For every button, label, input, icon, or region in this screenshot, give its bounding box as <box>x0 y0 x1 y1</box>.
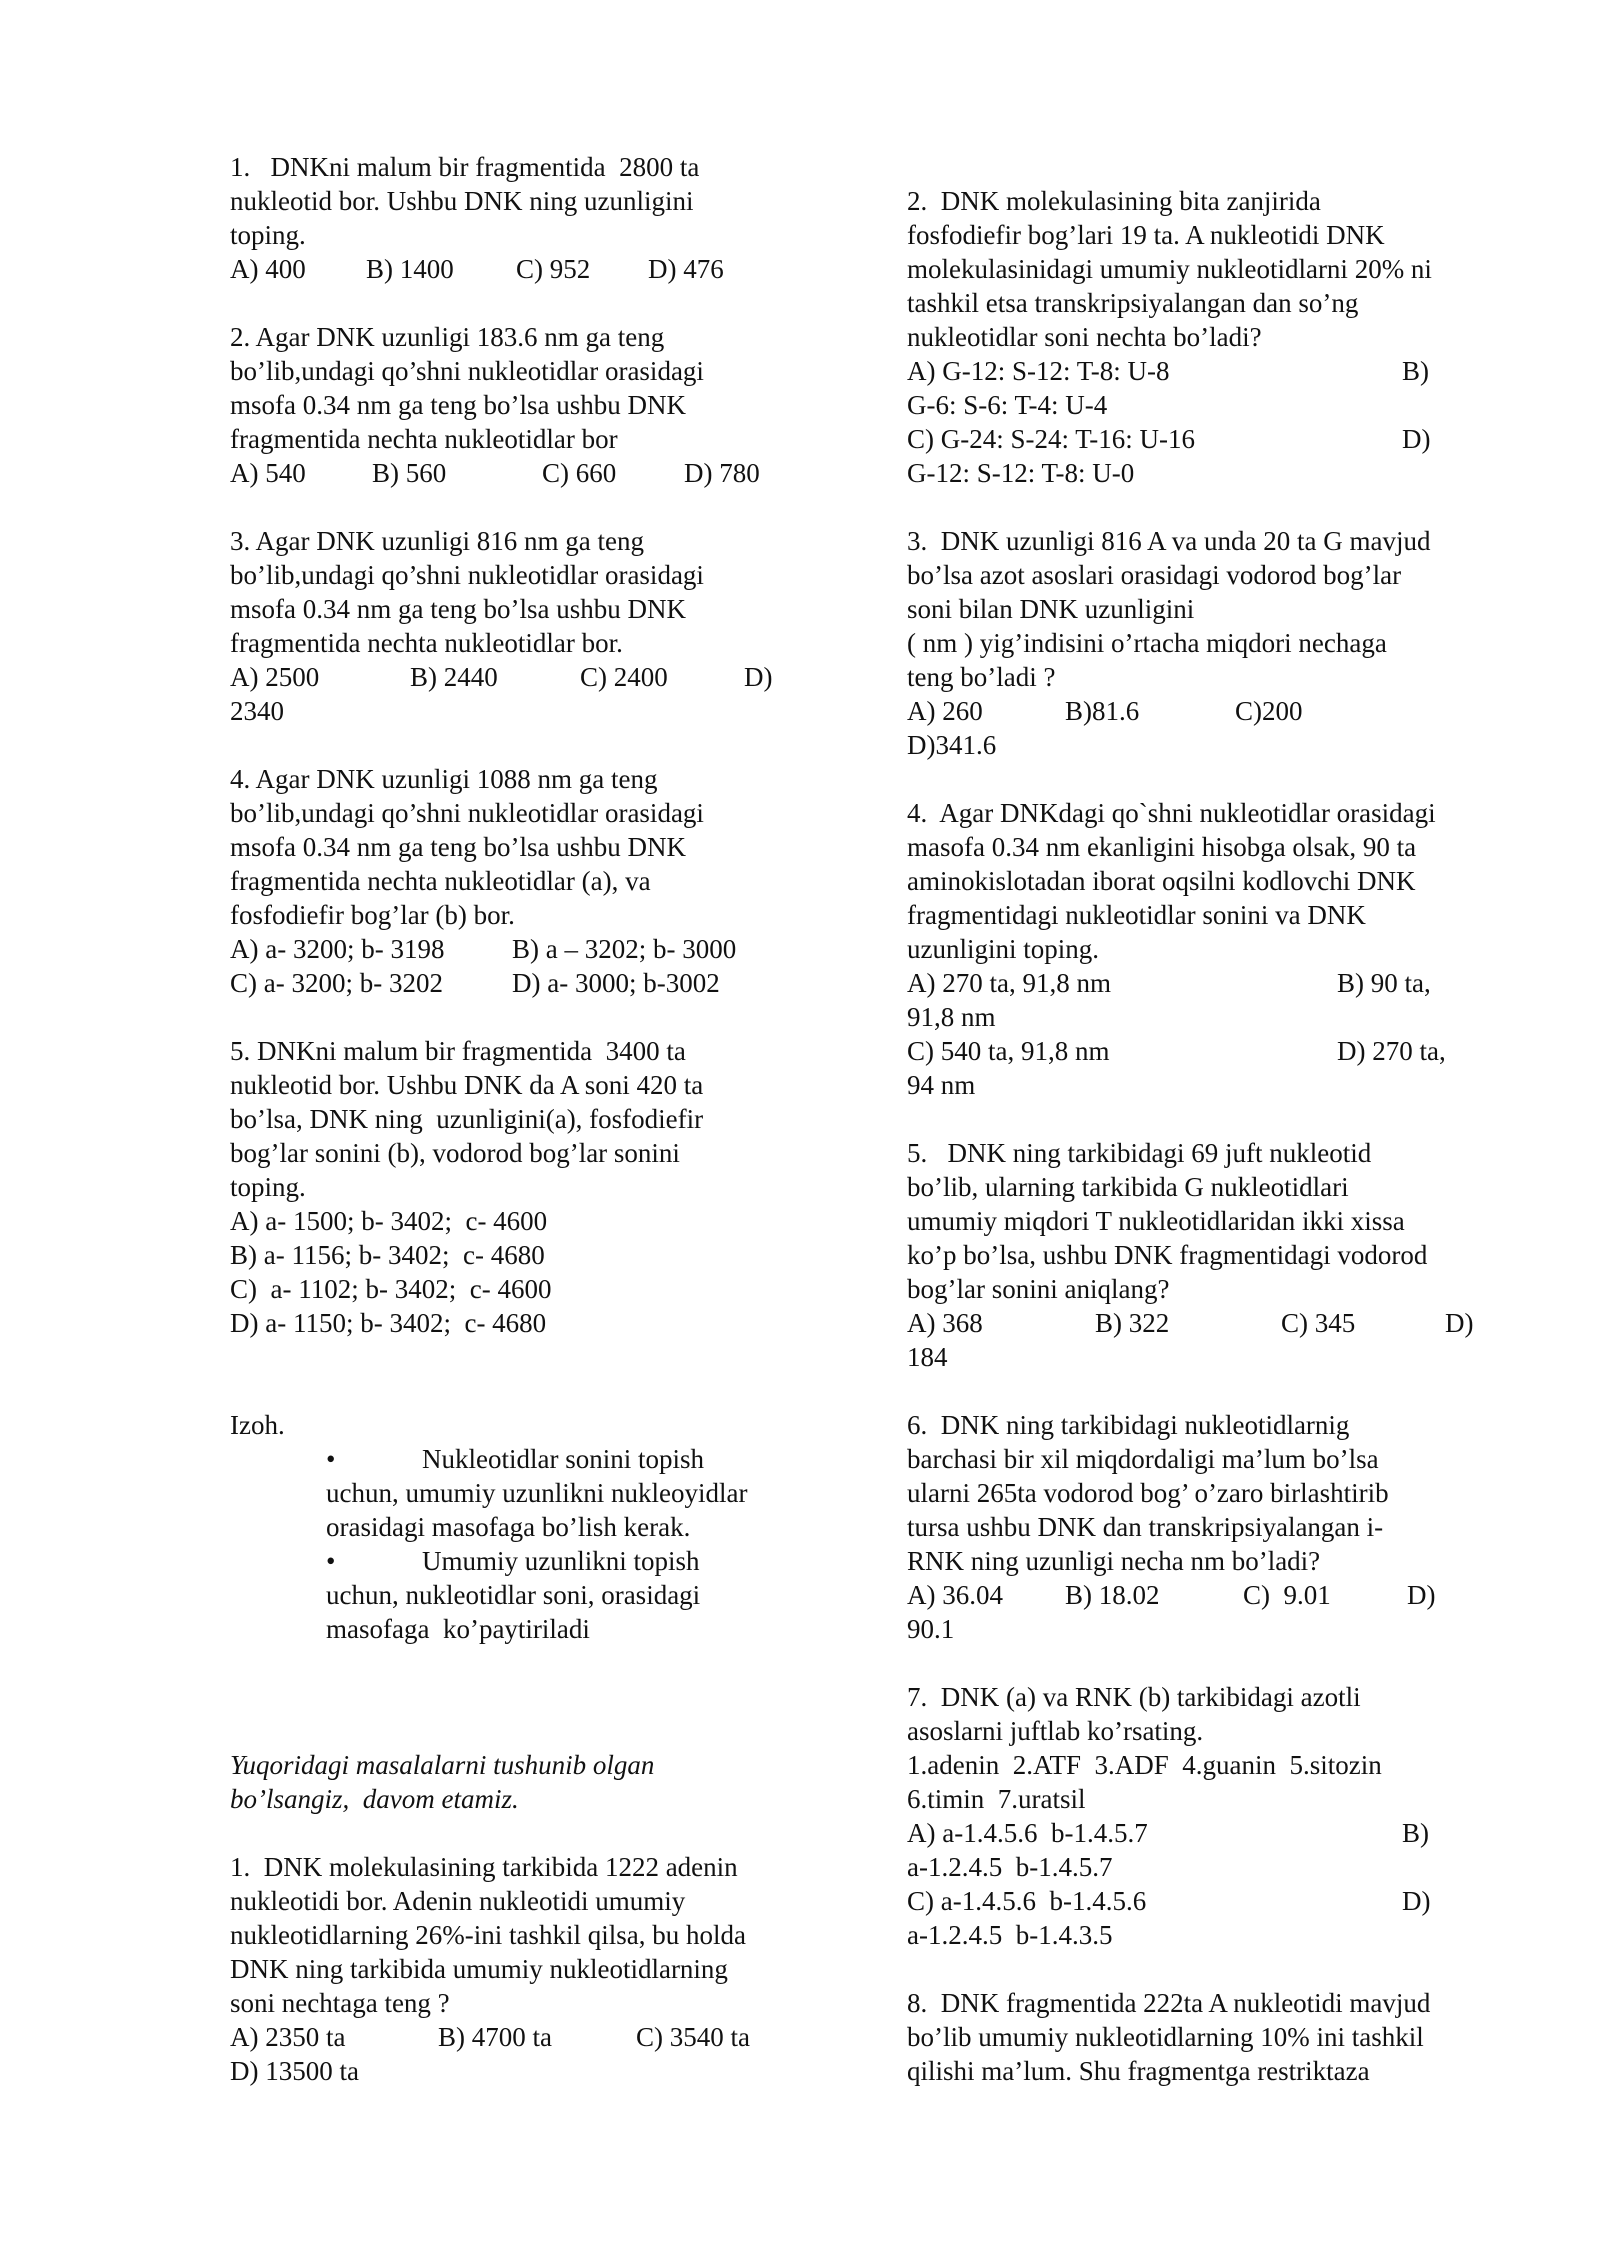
question-text: molekulasinidagi umumiy nukleotidlarni 20% ni <box>907 254 1432 284</box>
question-text: bo’lib,undagi qo’shni nukleotidlar orasidagi <box>230 356 704 386</box>
bullet-icon: • <box>326 1444 336 1474</box>
answer-options-row <box>230 966 810 1000</box>
question-left-2 <box>230 320 810 490</box>
option-d: G-12: S-12: T-8: U-0 <box>907 458 1135 488</box>
option-d-label: D) <box>1402 1886 1431 1916</box>
question-text: nukleotidlarning 26%-ini tashkil qilsa, bu holda <box>230 1920 746 1950</box>
option-b: B) a – 3202; b- 3000 <box>512 934 737 964</box>
question-text: 1. DNKni malum bir fragmentida 2800 ta <box>230 152 700 182</box>
option-d: a-1.2.4.5 b-1.4.3.5 <box>907 1920 1113 1950</box>
question-right-2 <box>907 184 1497 490</box>
question-right-6 <box>907 1408 1497 1646</box>
option-b-value: 91,8 nm <box>907 1002 996 1032</box>
note-text: orasidagi masofaga bo’lish kerak. <box>326 1512 691 1542</box>
option-d: D) a- 1150; b- 3402; c- 4680 <box>230 1308 547 1338</box>
question-right-8 <box>907 1986 1497 2088</box>
option-d-value: 90.1 <box>907 1614 955 1644</box>
option-d-value: 94 nm <box>907 1070 976 1100</box>
question-text: 6. DNK ning tarkibidagi nukleotidlarnig <box>907 1410 1350 1440</box>
option-a: A) 540 <box>230 458 306 488</box>
answer-row <box>907 1884 1497 1918</box>
note-text: uchun, umumiy uzunlikni nukleoyidlar <box>326 1478 748 1508</box>
option-b: B) 322 <box>1095 1308 1170 1338</box>
option-b-label: B) <box>1402 1818 1429 1848</box>
option-b: B) 1400 <box>366 254 454 284</box>
continue-text: bo’lsangiz, davom etamiz. <box>230 1784 519 1814</box>
answer-options <box>230 252 810 286</box>
answer-options <box>230 660 810 694</box>
answer-row <box>907 1034 1497 1068</box>
question-text: barchasi bir xil miqdordaligi ma’lum bo’lsa <box>907 1444 1379 1474</box>
option-d: D)341.6 <box>907 730 997 760</box>
option-b: B)81.6 <box>1065 696 1140 726</box>
answer-row <box>907 422 1497 456</box>
question-left-3 <box>230 524 810 728</box>
question-text: tursa ushbu DNK dan transkripsiyalangan i- <box>907 1512 1384 1542</box>
option-d-label: D) <box>1402 424 1431 454</box>
option-d: D) 13500 ta <box>230 2056 359 2086</box>
option-c: C) 9.01 <box>1243 1580 1331 1610</box>
question-text: 3. DNK uzunligi 816 A va unda 20 ta G mavjud <box>907 526 1431 556</box>
note-text: Nukleotidlar sonini topish <box>422 1444 704 1474</box>
note-text: uchun, nukleotidlar soni, orasidagi <box>326 1580 701 1610</box>
note-text: masofaga ko’paytiriladi <box>326 1614 590 1644</box>
question-text: bo’lsa azot asoslari orasidagi vodorod bog’lar <box>907 560 1402 590</box>
answer-options-row <box>230 932 810 966</box>
left-column <box>230 150 810 2122</box>
question-text: 8. DNK fragmentida 222ta A nukleotidi mavjud <box>907 1988 1431 2018</box>
option-a: A) G-12: S-12: T-8: U-8 <box>907 356 1170 386</box>
right-column <box>907 184 1497 2122</box>
note-block <box>230 1408 810 1646</box>
note-bullet-item <box>326 1544 810 1646</box>
question-text: 5. DNKni malum bir fragmentida 3400 ta <box>230 1036 686 1066</box>
question-text: nukleotid bor. Ushbu DNK ning uzunligini <box>230 186 694 216</box>
question-text: masofa 0.34 nm ekanligini hisobga olsak, 90 ta <box>907 832 1417 862</box>
question-text: msofa 0.34 nm ga teng bo’lsa ushbu DNK <box>230 390 686 420</box>
option-b: B) 560 <box>372 458 447 488</box>
option-c: C) 952 <box>516 254 591 284</box>
option-a: A) 400 <box>230 254 306 284</box>
question-text: bo’lib umumiy nukleotidlarning 10% ini tashkil <box>907 2022 1424 2052</box>
option-a: A) 2500 <box>230 662 320 692</box>
option-a: A) 2350 ta <box>230 2022 346 2052</box>
option-a: A) a- 1500; b- 3402; c- 4600 <box>230 1206 548 1236</box>
option-a: A) a-1.4.5.6 b-1.4.5.7 <box>907 1818 1148 1848</box>
question-text: msofa 0.34 nm ga teng bo’lsa ushbu DNK <box>230 594 686 624</box>
question-text: ularni 265ta vodorod bog’ o’zaro birlashtirib <box>907 1478 1389 1508</box>
option-b: G-6: S-6: T-4: U-4 <box>907 390 1108 420</box>
option-d-value: 2340 <box>230 696 284 726</box>
answer-row <box>907 966 1497 1000</box>
continue-note <box>230 1748 810 1816</box>
question-text: 1.adenin 2.ATF 3.ADF 4.guanin 5.sitozin <box>907 1750 1382 1780</box>
question-text: toping. <box>230 220 306 250</box>
option-b: B) a- 1156; b- 3402; c- 4680 <box>230 1240 545 1270</box>
question-text: bo’lib,undagi qo’shni nukleotidlar orasidagi <box>230 798 704 828</box>
option-d: D) a- 3000; b-3002 <box>512 968 720 998</box>
question-text: nukleotid bor. Ushbu DNK da A soni 420 ta <box>230 1070 704 1100</box>
option-c: C) G-24: S-24: T-16: U-16 <box>907 424 1196 454</box>
option-c: C) 345 <box>1281 1308 1356 1338</box>
answer-options <box>230 2020 810 2054</box>
question-text: soni nechtaga teng ? <box>230 1988 450 2018</box>
question-text: toping. <box>230 1172 306 1202</box>
option-d-value: 184 <box>907 1342 948 1372</box>
answer-row <box>907 354 1497 388</box>
question-text: bog’lar sonini aniqlang? <box>907 1274 1170 1304</box>
question-text: soni bilan DNK uzunligini <box>907 594 1195 624</box>
option-c: C) a-1.4.5.6 b-1.4.5.6 <box>907 1886 1147 1916</box>
question-text: 2. Agar DNK uzunligi 183.6 nm ga teng <box>230 322 665 352</box>
question-text: fragmentida nechta nukleotidlar (a), va <box>230 866 651 896</box>
question-text: ko’p bo’lsa, ushbu DNK fragmentidagi vodorod <box>907 1240 1428 1270</box>
question-left-1 <box>230 150 810 286</box>
question-text: bo’lib, ularning tarkibida G nukleotidlari <box>907 1172 1349 1202</box>
question-text: fragmentida nechta nukleotidlar bor. <box>230 628 623 658</box>
note-title: Izoh. <box>230 1410 285 1440</box>
question-text: uzunligini toping. <box>907 934 1099 964</box>
option-d: D) <box>1445 1308 1474 1338</box>
question-text: umumiy miqdori T nukleotidlaridan ikki xissa <box>907 1206 1405 1236</box>
question-text: asoslarni juftlab ko’rsating. <box>907 1716 1204 1746</box>
question-right-5 <box>907 1136 1497 1374</box>
option-a: A) a- 3200; b- 3198 <box>230 934 445 964</box>
note-bullet-item <box>326 1442 810 1544</box>
question-left-4 <box>230 762 810 1000</box>
option-c: C) 540 ta, 91,8 nm <box>907 1036 1110 1066</box>
question-text: nukleotidlar soni nechta bo’ladi? <box>907 322 1262 352</box>
question-text: 5. DNK ning tarkibidagi 69 juft nukleotid <box>907 1138 1372 1168</box>
question-text: 2. DNK molekulasining bita zanjirida <box>907 186 1321 216</box>
question-left-6 <box>230 1850 810 2088</box>
option-d: D) 270 ta, <box>1337 1036 1446 1066</box>
option-d: D) <box>744 662 773 692</box>
note-text: Umumiy uzunlikni topish <box>422 1546 700 1576</box>
option-c: C)200 <box>1235 696 1303 726</box>
option-b: B) 2440 <box>410 662 498 692</box>
answer-options <box>907 1306 1497 1340</box>
note-list <box>326 1442 810 1646</box>
question-text: msofa 0.34 nm ga teng bo’lsa ushbu DNK <box>230 832 686 862</box>
question-text: bog’lar sonini (b), vodorod bog’lar sonini <box>230 1138 680 1168</box>
question-right-4 <box>907 796 1497 1102</box>
option-c: C) 2400 <box>580 662 668 692</box>
question-text: 1. DNK molekulasining tarkibida 1222 adenin <box>230 1852 738 1882</box>
question-text: qilishi ma’lum. Shu fragmentga restriktaza <box>907 2056 1370 2086</box>
question-text: aminokislotadan iborat oqsilni kodlovchi DNK <box>907 866 1416 896</box>
bullet-icon: • <box>326 1546 336 1576</box>
option-b: B) 4700 ta <box>438 2022 552 2052</box>
question-text: DNK ning tarkibida umumiy nukleotidlarning <box>230 1954 728 1984</box>
option-c: C) a- 1102; b- 3402; c- 4600 <box>230 1274 552 1304</box>
answer-options <box>907 694 1497 728</box>
option-a: A) 260 <box>907 696 983 726</box>
question-text: RNK ning uzunligi necha nm bo’ladi? <box>907 1546 1321 1576</box>
question-left-5 <box>230 1034 810 1340</box>
question-text: fragmentida nechta nukleotidlar bor <box>230 424 618 454</box>
option-b: B) 18.02 <box>1065 1580 1160 1610</box>
option-a: A) 368 <box>907 1308 983 1338</box>
question-text: 6.timin 7.uratsil <box>907 1784 1086 1814</box>
continue-text: Yuqoridagi masalalarni tushunib olgan <box>230 1750 655 1780</box>
option-c: C) 3540 ta <box>636 2022 750 2052</box>
option-b: a-1.2.4.5 b-1.4.5.7 <box>907 1852 1113 1882</box>
question-right-7 <box>907 1680 1497 1952</box>
option-d: D) 780 <box>684 458 760 488</box>
answer-options <box>230 456 810 490</box>
question-text: 7. DNK (a) va RNK (b) tarkibidagi azotli <box>907 1682 1361 1712</box>
question-text: 4. Agar DNK uzunligi 1088 nm ga teng <box>230 764 658 794</box>
question-right-3 <box>907 524 1497 762</box>
option-b-label: B) <box>1402 356 1429 386</box>
question-text: fosfodiefir bog’lar (b) bor. <box>230 900 515 930</box>
question-text: fragmentidagi nukleotidlar sonini va DNK <box>907 900 1366 930</box>
option-b: B) 90 ta, <box>1337 968 1431 998</box>
question-text: 3. Agar DNK uzunligi 816 nm ga teng <box>230 526 644 556</box>
question-text: ( nm ) yig’indisini o’rtacha miqdori nechaga <box>907 628 1387 658</box>
question-text: bo’lib,undagi qo’shni nukleotidlar orasidagi <box>230 560 704 590</box>
option-a: A) 36.04 <box>907 1580 1003 1610</box>
question-text: nukleotidi bor. Adenin nukleotidi umumiy <box>230 1886 686 1916</box>
question-text: tashkil etsa transkripsiyalangan dan so’ng <box>907 288 1359 318</box>
question-text: fosfodiefir bog’lari 19 ta. A nukleotidi DNK <box>907 220 1385 250</box>
question-text: bo’lsa, DNK ning uzunligini(a), fosfodiefir <box>230 1104 704 1134</box>
option-c: C) 660 <box>542 458 617 488</box>
question-text: teng bo’ladi ? <box>907 662 1056 692</box>
option-c: C) a- 3200; b- 3202 <box>230 968 443 998</box>
option-a: A) 270 ta, 91,8 nm <box>907 968 1111 998</box>
option-d: D) 476 <box>648 254 724 284</box>
question-text: 4. Agar DNKdagi qo`shni nukleotidlar orasidagi <box>907 798 1436 828</box>
answer-options <box>907 1578 1497 1612</box>
answer-row <box>907 1816 1497 1850</box>
option-d: D) <box>1407 1580 1436 1610</box>
